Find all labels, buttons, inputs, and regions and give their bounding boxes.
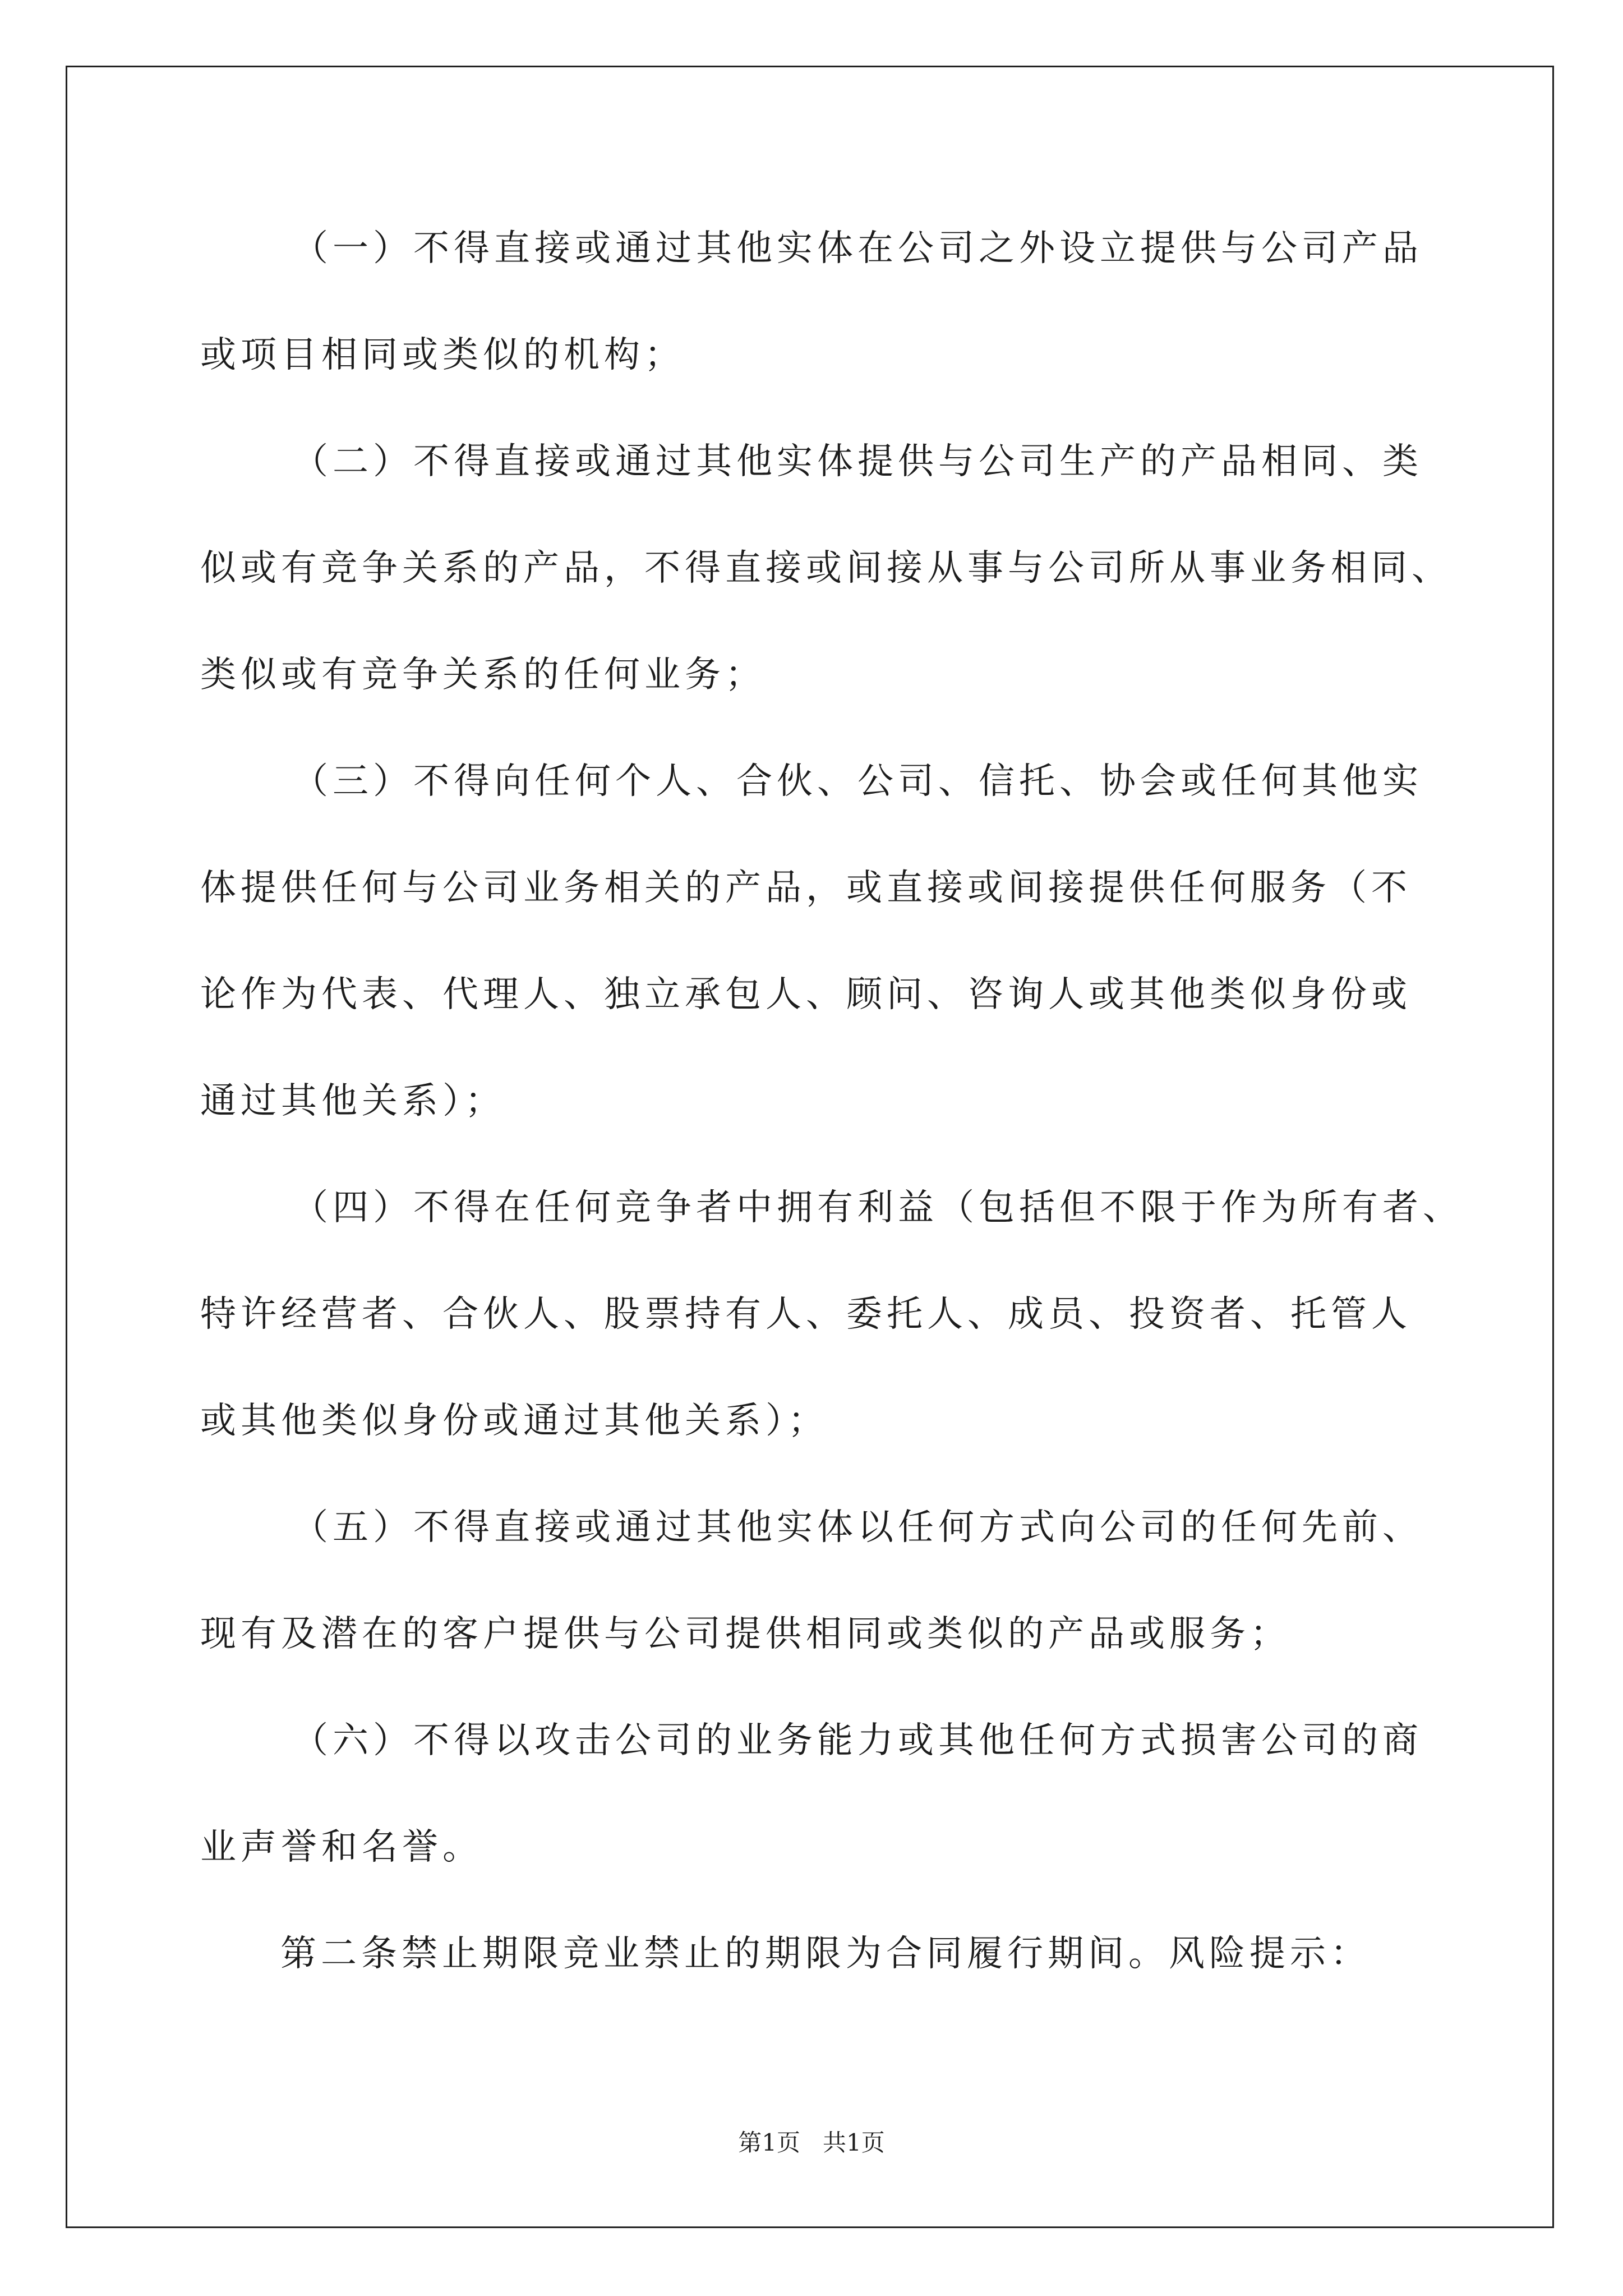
- clause-1-line-2: 或项目相同或类似的机构；: [200, 334, 685, 376]
- clause-2-line-1: （二）不得直接或通过其他实体提供与公司生产的产品相同、类: [292, 441, 1423, 482]
- clause-3-line-3: 论作为代表、代理人、独立承包人、顾问、咨询人或其他类似身份或: [200, 974, 1412, 1015]
- page-footer: 第1页 共1页: [738, 2129, 885, 2156]
- clause-3-line-2: 体提供任何与公司业务相关的产品，或直接或间接提供任何服务（不: [200, 867, 1412, 909]
- clause-2: [0, 408, 1623, 728]
- clause-6-line-1: （六）不得以攻击公司的业务能力或其他任何方式损害公司的商: [292, 1720, 1423, 1761]
- article-two-line: 第二条禁止期限竞业禁止的期限为合同履行期间。风险提示：: [280, 1933, 1371, 1975]
- clause-5-line-1: （五）不得直接或通过其他实体以任何方式向公司的任何先前、: [292, 1507, 1423, 1548]
- clause-5-line-2: 现有及潜在的客户提供与公司提供相同或类似的产品或服务；: [200, 1613, 1290, 1655]
- clause-2-line-2: 似或有竞争关系的产品，不得直接或间接从事与公司所从事业务相同、: [200, 547, 1452, 589]
- clause-3-line-1: （三）不得向任何个人、合伙、公司、信托、协会或任何其他实: [292, 761, 1423, 802]
- clause-1: [0, 195, 1623, 408]
- clause-6: [0, 1687, 1623, 1901]
- clause-6-line-2: 业声誉和名誉。: [200, 1826, 483, 1868]
- clause-3: [0, 728, 1623, 1154]
- article-two: [0, 1901, 1623, 2007]
- clause-4-line-3: 或其他类似身份或通过其他关系）；: [200, 1400, 828, 1442]
- clause-4-line-2: 特许经营者、合伙人、股票持有人、委托人、成员、投资者、托管人: [200, 1294, 1412, 1335]
- clause-4: [0, 1154, 1623, 1474]
- clause-1-line-1: （一）不得直接或通过其他实体在公司之外设立提供与公司产品: [292, 228, 1423, 269]
- clause-5: [0, 1474, 1623, 1687]
- clause-2-line-3: 类似或有竞争关系的任何业务；: [200, 654, 766, 696]
- clause-3-line-4: 通过其他关系）；: [200, 1080, 505, 1122]
- clause-4-line-1: （四）不得在任何竞争者中拥有利益（包括但不限于作为所有者、: [292, 1187, 1463, 1228]
- document-body: [0, 195, 1623, 2007]
